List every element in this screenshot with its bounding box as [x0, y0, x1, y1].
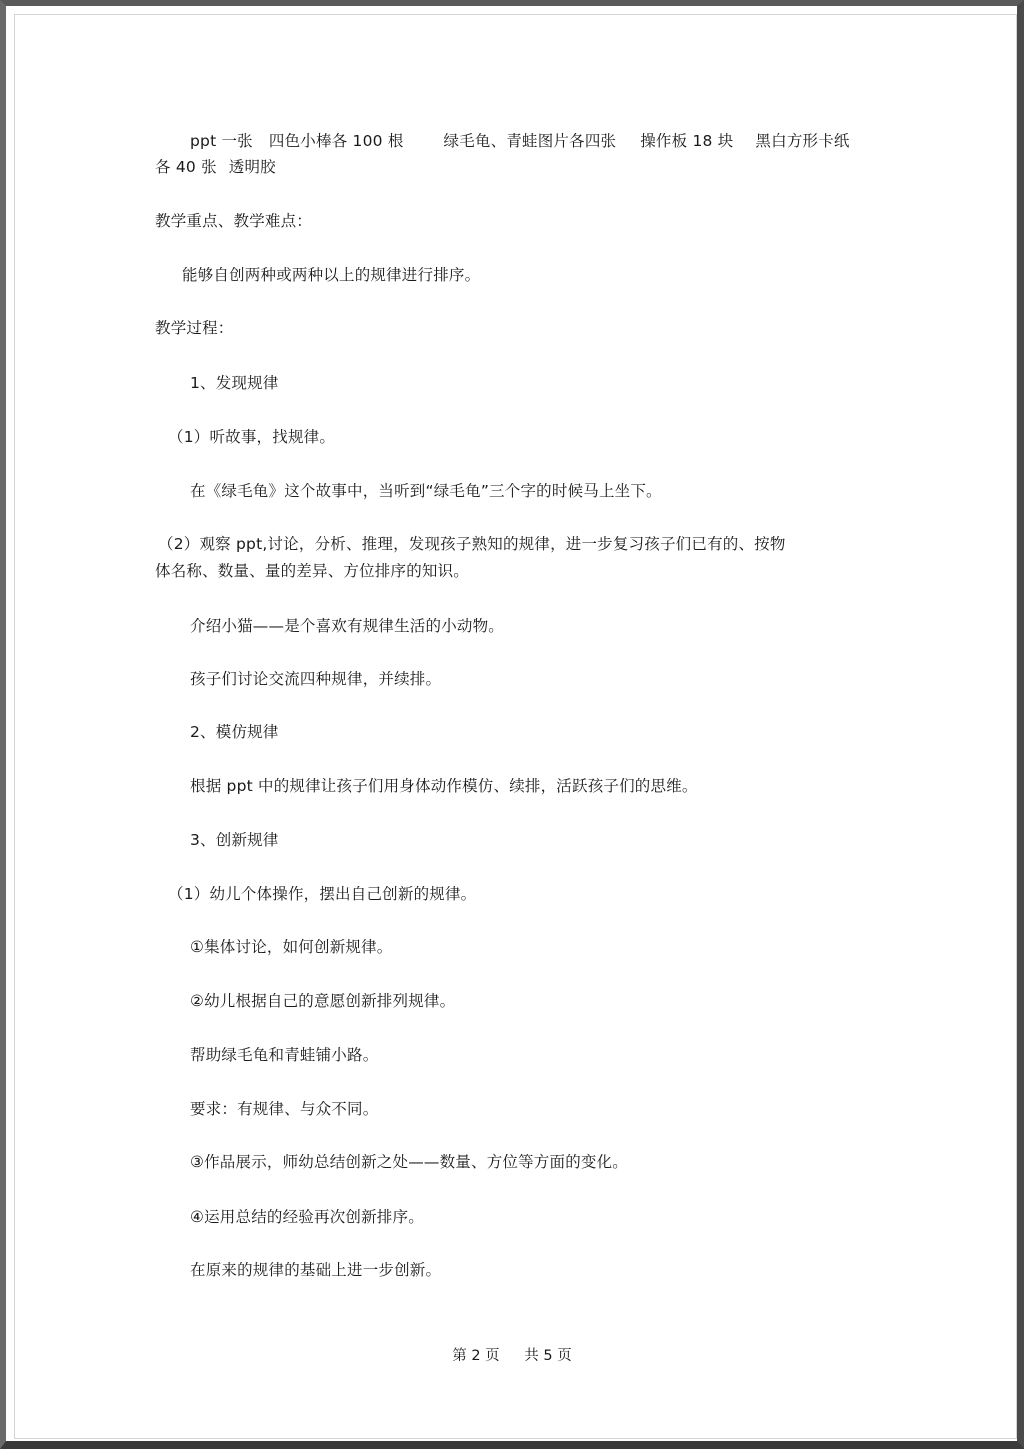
material-item: ppt 一张 — [190, 132, 253, 150]
section-1-step-2-line-1: （2）观察 ppt,讨论，分析、推理，发现孩子熟知的规律，进一步复习孩子们已有的、按物 — [158, 535, 786, 553]
process-heading: 教学过程： — [155, 319, 234, 337]
key-points-text: 能够自创两种或两种以上的规律进行排序。 — [182, 266, 481, 284]
materials-line-1 — [190, 131, 850, 151]
section-3-circle-4: ④运用总结的经验再次创新排序。 — [190, 1208, 424, 1226]
section-3-circle-3: ③作品展示，师幼总结创新之处——数量、方位等方面的变化。 — [190, 1153, 628, 1171]
material-item: 操作板 18 块 — [640, 132, 734, 150]
section-2-title: 2、模仿规律 — [190, 723, 279, 741]
section-3-help: 帮助绿毛龟和青蛙铺小路。 — [190, 1046, 379, 1064]
page-number-current: 第 2 页 — [452, 1348, 500, 1364]
material-item: 绿毛龟、青蛙图片各四张 — [443, 132, 617, 150]
material-item: 黑白方形卡纸 — [755, 132, 850, 150]
section-3-circle-1: ①集体讨论，如何创新规律。 — [190, 938, 393, 956]
section-1-step-1-text: 在《绿毛龟》这个故事中，当听到“绿毛龟”三个字的时候马上坐下。 — [190, 482, 662, 500]
section-1-step-2-line-2: 体名称、数量、量的差异、方位排序的知识。 — [155, 562, 470, 580]
section-1-title: 1、发现规律 — [190, 374, 279, 392]
section-3-final: 在原来的规律的基础上进一步创新。 — [190, 1261, 442, 1279]
materials-line-2 — [155, 157, 276, 177]
section-3-title: 3、创新规律 — [190, 831, 279, 849]
section-3-step-1: （1）幼儿个体操作，摆出自己创新的规律。 — [168, 885, 477, 903]
page-footer — [0, 1346, 1024, 1366]
material-item: 透明胶 — [228, 158, 276, 176]
page-number-total: 共 5 页 — [524, 1348, 572, 1364]
section-1-intro: 介绍小猫——是个喜欢有规律生活的小动物。 — [190, 617, 505, 635]
section-1-step-1: （1）听故事，找规律。 — [168, 428, 336, 446]
section-1-discuss: 孩子们讨论交流四种规律，并续排。 — [190, 670, 442, 688]
section-3-requirement: 要求：有规律、与众不同。 — [190, 1100, 379, 1118]
section-2-text: 根据 ppt 中的规律让孩子们用身体动作模仿、续排，活跃孩子们的思维。 — [190, 777, 698, 795]
material-item: 四色小棒各 100 根 — [268, 132, 404, 150]
material-item: 各 40 张 — [155, 158, 217, 176]
key-points-heading: 教学重点、教学难点： — [155, 212, 313, 230]
section-3-circle-2: ②幼儿根据自己的意愿创新排列规律。 — [190, 992, 456, 1010]
